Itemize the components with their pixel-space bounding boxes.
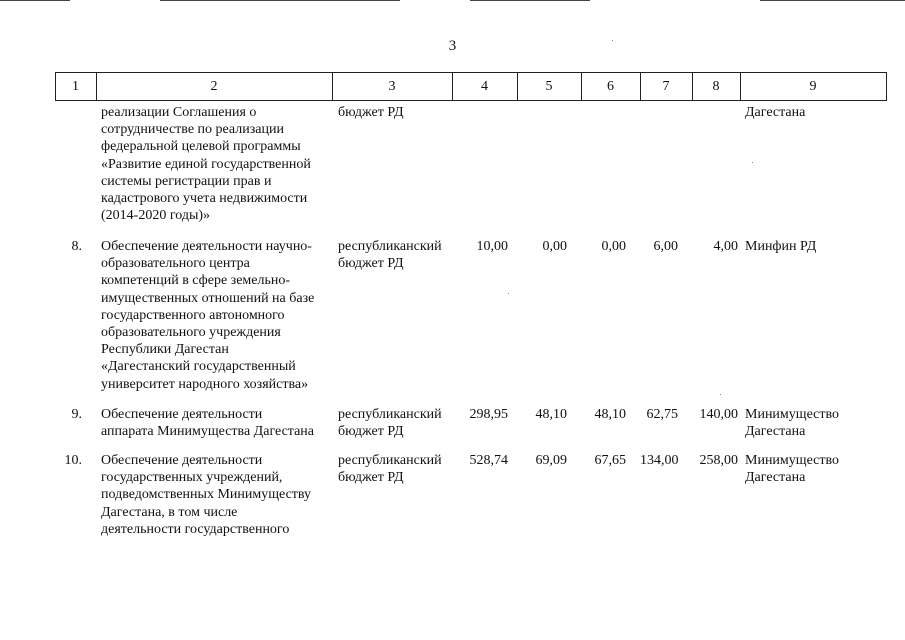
- year-amount-6: 48,10: [594, 407, 626, 422]
- header-cell-col-2: 2: [210, 79, 218, 94]
- page-number: 3: [448, 38, 457, 54]
- executor: Минимущество Дагестана: [745, 407, 839, 440]
- year-amount-7: 6,00: [653, 239, 678, 254]
- scan-speck: [612, 40, 613, 41]
- funding-source: республиканский бюджет РД: [338, 407, 442, 440]
- header-cell-col-6: 6: [607, 79, 614, 94]
- year-amount-5: 69,09: [535, 453, 567, 468]
- row-number: 8.: [71, 239, 82, 254]
- year-amount-8: 140,00: [699, 407, 738, 422]
- header-cell-col-9: 9: [809, 79, 817, 94]
- executor: Дагестана: [745, 105, 806, 120]
- activity-name: Обеспечение деятельности государственных учреждений, подведомственных Минимуществу Дагестана, в том числе деятельности государственного: [101, 453, 312, 537]
- scan-speck: [508, 293, 509, 294]
- total-amount: 528,74: [469, 453, 508, 468]
- year-amount-8: 258,00: [699, 453, 738, 468]
- total-amount: 10,00: [476, 239, 508, 254]
- year-amount-5: 48,10: [535, 407, 567, 422]
- total-amount: 298,95: [469, 407, 508, 422]
- header-cell-col-7: 7: [662, 79, 670, 94]
- scan-speck: [720, 394, 721, 395]
- scan-edge-line: [160, 0, 400, 1]
- funding-source: республиканский бюджет РД: [338, 453, 442, 486]
- header-cell-col-5: 5: [545, 79, 553, 94]
- year-amount-8: 4,00: [713, 239, 738, 254]
- year-amount-6: 67,65: [594, 453, 626, 468]
- row-number: 10.: [64, 453, 82, 468]
- activity-name: Обеспечение деятельности аппарата Минимущества Дагестана: [101, 407, 314, 440]
- year-amount-7: 62,75: [646, 407, 678, 422]
- header-column-divider: [886, 72, 887, 101]
- header-cell-col-1: 1: [72, 79, 79, 94]
- activity-name: Обеспечение деятельности научно- образовательного центра компетенций в сфере земельно- имущественных отношений на базе государственного автономного образовательного учреждения Республики Дагестан «Дагестанский государственный университет народного хозяйства»: [101, 239, 315, 392]
- header-cell-col-4: 4: [481, 79, 488, 94]
- funding-source: бюджет РД: [338, 105, 404, 120]
- scan-edge-line: [0, 0, 70, 1]
- year-amount-7: 134,00: [640, 453, 679, 468]
- executor: Минимущество Дагестана: [745, 453, 839, 486]
- row-number: 9.: [71, 407, 82, 422]
- scan-speck: [752, 162, 753, 163]
- year-amount-5: 0,00: [542, 239, 567, 254]
- executor: Минфин РД: [745, 239, 817, 254]
- scan-edge-line: [470, 0, 590, 1]
- year-amount-6: 0,00: [601, 239, 626, 254]
- funding-source: республиканский бюджет РД: [338, 239, 442, 272]
- activity-name: реализации Соглашения о сотрудничестве по реализации федеральной целевой программы «Развитие единой государственной системы регистрации прав и кадастрового учета недвижимости (2014-2020 годы)»: [101, 105, 311, 224]
- header-cell-col-3: 3: [388, 79, 396, 94]
- header-cell-col-8: 8: [712, 79, 720, 94]
- scan-edge-line: [760, 0, 905, 1]
